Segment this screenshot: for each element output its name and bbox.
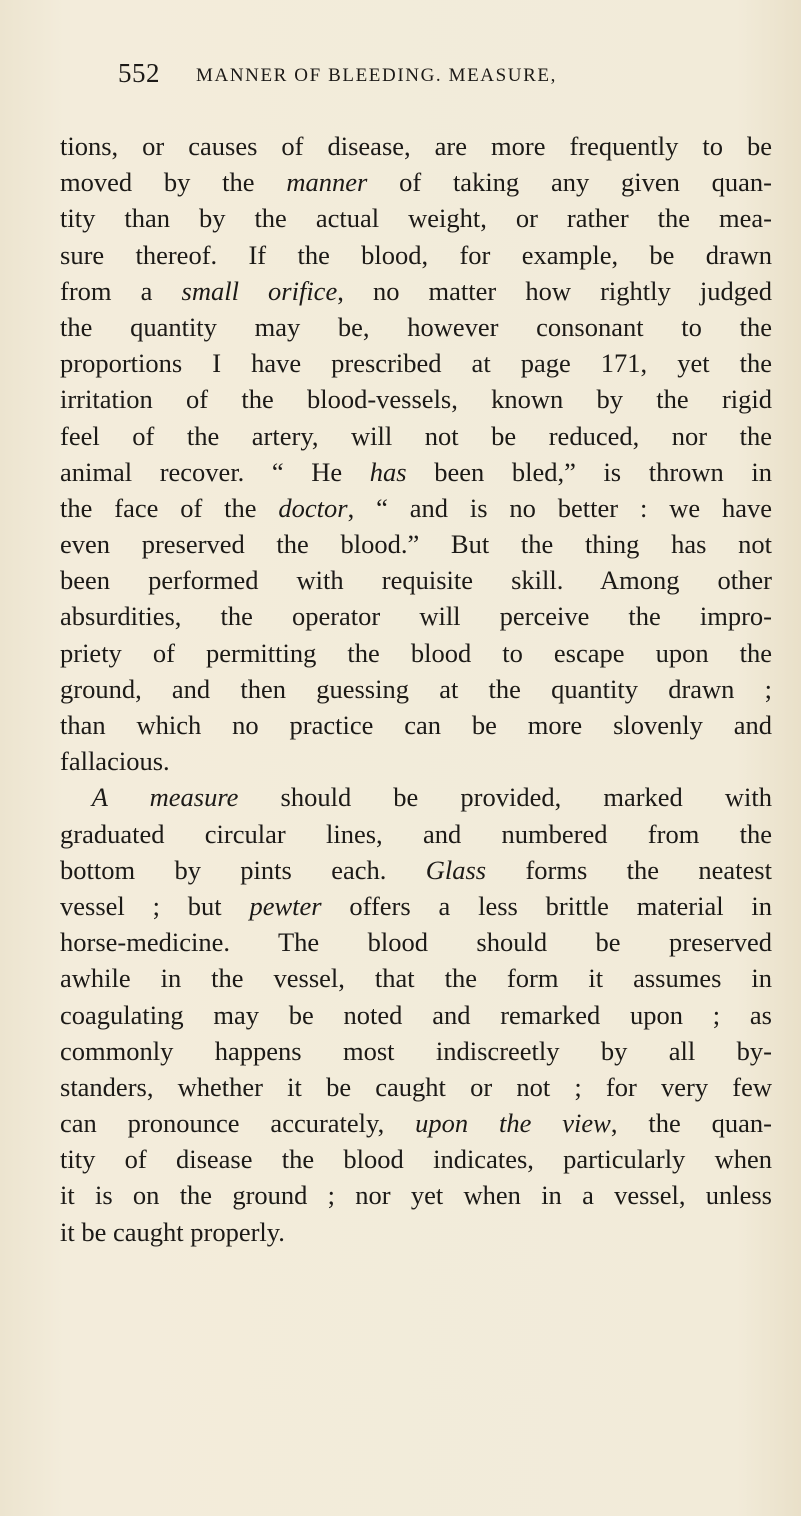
text-run: vessel ; but: [60, 890, 250, 921]
text-run: absurdities, the operator will perceive the impro-: [60, 601, 772, 632]
text-run: been bled,” is thrown in: [406, 456, 773, 487]
text-line: [60, 1177, 772, 1213]
text-run: the quantity may be, however consonant to the: [60, 311, 772, 342]
text-run: forms the neatest: [486, 854, 772, 885]
text-line: [60, 164, 772, 200]
text-line: [60, 598, 772, 634]
italic-text: small orifice: [181, 275, 338, 306]
text-line: [60, 200, 772, 236]
text-run: should be provided, marked with: [238, 782, 773, 813]
text-line: [60, 888, 772, 924]
text-line: [60, 997, 772, 1033]
text-line: [60, 1069, 772, 1105]
italic-text: pewter: [249, 890, 322, 921]
text-run: awhile in the vessel, that the form it assumes in: [60, 963, 772, 994]
text-run: animal recover. “ He: [60, 456, 370, 487]
italic-text: manner: [286, 167, 368, 198]
text-line: [60, 743, 772, 779]
text-line: [60, 345, 772, 381]
text-line: [60, 1141, 772, 1177]
text-run: bottom by pints each.: [60, 854, 426, 885]
running-head: [118, 58, 678, 98]
text-line: [60, 526, 772, 562]
text-run: irritation of the blood-vessels, known by the rigid: [60, 384, 772, 415]
text-line: [60, 273, 772, 309]
text-line: [60, 960, 772, 996]
text-run: it be caught properly.: [60, 1216, 285, 1247]
italic-text: A measure: [91, 782, 239, 813]
text-run: than which no practice can be more slovenly and: [60, 710, 772, 740]
text-run: been performed with requisite skill. Among other: [60, 565, 772, 596]
text-run: feel of the artery, will not be reduced, nor the: [60, 420, 772, 451]
body-text: [60, 128, 772, 1250]
running-head-title: MANNER OF BLEEDING. MEASURE,: [196, 65, 557, 86]
text-line: [60, 454, 772, 490]
text-run: ground, and then guessing at the quantity drawn ;: [60, 673, 772, 704]
text-run: sure thereof. If the blood, for example, be drawn: [60, 239, 772, 270]
text-run: it is on the ground ; nor yet when in a vessel, unless: [60, 1180, 772, 1211]
text-line: [60, 707, 772, 743]
text-run: tions, or causes of disease, are more frequently to be: [60, 131, 772, 161]
text-run: , no matter how rightly judged: [337, 275, 772, 306]
text-line: [60, 418, 772, 454]
text-line: [60, 128, 772, 164]
text-line: [60, 237, 772, 273]
text-line: [60, 490, 772, 526]
text-run: tity of disease the blood indicates, particularly when: [60, 1144, 772, 1175]
text-line: [60, 635, 772, 671]
text-line: [60, 1033, 772, 1069]
text-run: can pronounce accurately,: [60, 1108, 416, 1139]
text-line: [60, 1105, 772, 1141]
italic-text: has: [369, 456, 407, 487]
text-run: commonly happens most indiscreetly by all by-: [60, 1035, 772, 1066]
italic-text: doctor: [278, 492, 348, 523]
italic-text: Glass: [425, 854, 487, 885]
text-run: graduated circular lines, and numbered from the: [60, 818, 772, 849]
text-line: [60, 309, 772, 345]
text-line: [60, 816, 772, 852]
text-run: horse-medicine. The blood should be preserved: [60, 927, 772, 958]
text-run: even preserved the blood.” But the thing has not: [60, 529, 772, 560]
page-number: 552: [118, 58, 160, 88]
text-run: , “ and is no better : we have: [347, 492, 773, 523]
text-line: [60, 562, 772, 598]
text-run: from a: [60, 275, 182, 306]
text-line: [60, 852, 772, 888]
text-line: [60, 381, 772, 417]
text-run: , the quan-: [610, 1108, 773, 1139]
text-run: proportions I have prescribed at page 171, yet the: [60, 348, 772, 379]
text-run: the face of the: [60, 492, 279, 523]
text-run: offers a less brittle material in: [321, 890, 772, 921]
text-run: priety of permitting the blood to escape upon the: [60, 637, 772, 668]
text-line: [60, 779, 772, 815]
text-run: moved by the: [60, 167, 287, 198]
text-line: [60, 671, 772, 707]
text-run: coagulating may be noted and remarked upon ; as: [60, 999, 772, 1030]
italic-text: upon the view: [415, 1108, 611, 1139]
text-run: of taking any given quan-: [367, 167, 772, 198]
text-run: tity than by the actual weight, or rather the mea-: [60, 203, 772, 234]
text-line: [60, 1214, 772, 1250]
text-run: standers, whether it be caught or not ; for very few: [60, 1071, 772, 1102]
text-run: fallacious.: [60, 746, 170, 777]
text-line: [60, 924, 772, 960]
